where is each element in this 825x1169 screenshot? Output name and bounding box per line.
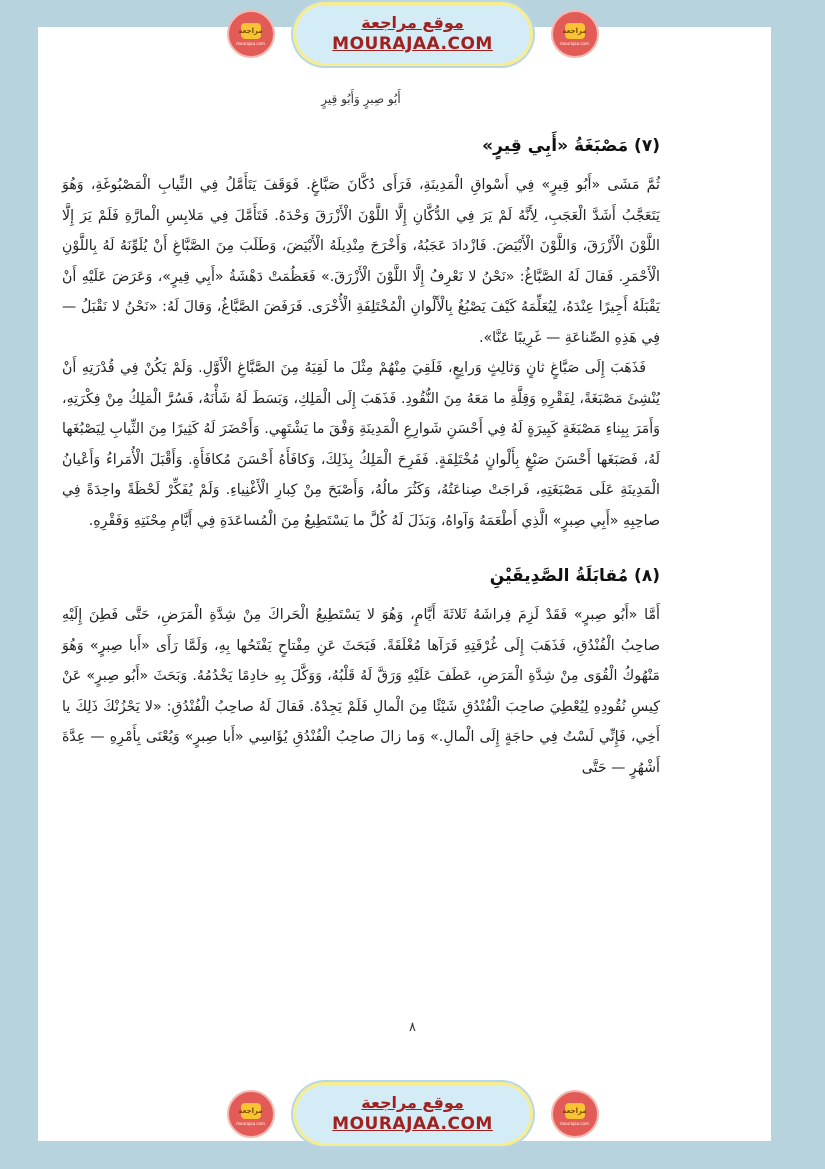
logo-icon: مراجعة [565,1103,585,1119]
logo-caption: mourajaa.com [560,40,589,46]
running-head: أَبُو صِبرٍ وَأَبُو قِيرٍ [321,92,401,106]
site-banner-bottom[interactable] [227,1082,599,1146]
site-name-english[interactable]: MOURAJAA.COM [332,1114,493,1134]
section-heading-7: (٧) مَصْبَغَةُ «أَبِي قِيرٍ» [482,136,660,156]
site-logo-badge-right [551,1090,599,1138]
site-name-english[interactable]: MOURAJAA.COM [332,34,493,54]
page-number: ٨ [409,1020,416,1035]
paragraph: أَمَّا «أَبُو صِبرٍ» فَقَدْ لَزِمَ فِراشَهُ ثَلاثَةَ أَيَّامٍ، وَهُوَ لا يَسْتَطِيعُ الْحَراكَ مِنْ شِدَّةِ الْمَرَضِ، حَتَّى فَطِنَ إِلَيْهِ صاحِبُ الْفُنْدُقِ، فَذَهَبَ إِلَى غُرْفَتِهِ فَرَآها مُغْلَقَةً. فَبَحَثَ عَنِ مِفْتاحٍ يَفْتَحُها بِهِ، وَلَمَّا رَأَى «أَبا صِبرٍ» وَهُوَ مَنْهُوكُ الْقُوَى مِنْ شِدَّةِ الْمَرَضِ، عَطَفَ عَلَيْهِ وَرَقَّ لَهُ قَلْبُهُ، وَوَكَّلَ بِهِ خادِمًا يَخْدُمُهُ. وَبَحَثَ «أَبُو صِبرٍ» عَنْ كِيسِ نُقُودِهِ لِيُعْطِيَ صاحِبَ الْفُنْدُقِ شَيْئًا مِنَ الْمالِ فَلَمْ يَجِدْهُ. فَقالَ لَهُ صاحِبُ الْفُنْدُقِ: «لا يَحْزُنْكَ ذَلِكَ يا أَخِي، فَإِنِّي لَسْتُ فِي حاجَةٍ إِلَى الْمالِ.» وَما زالَ صاحِبُ الْفُنْدُقِ يُؤَاسِي «أَبا صِبرٍ» وَيُعْنَى بِأَمْرِهِ — عِدَّةَ أَشْهُرٍ — حَتَّى [62,607,660,776]
site-name-pill[interactable] [293,2,533,66]
site-name-arabic[interactable]: موقع مراجعة [361,13,464,32]
paragraph: ثُمَّ مَشَى «أَبُو قِيرٍ» فِي أَسْواقِ الْمَدِينَةِ، فَرَأَى دُكَّانَ صَبَّاغٍ. فَوَقَفَ يَتَأَمَّلُ فِي الثِّيابِ الْمَصْبُوغَةِ، وَهُوَ يَتَعَجَّبُ أَشَدَّ الْعَجَبِ، لِأَنَّهُ لَمْ يَرَ فِي الدُّكَّانِ إِلَّا اللَّوْنَ الْأَزْرَقَ وَحْدَهُ. فَتَأَمَّلَ فِي مَلابِسِ الْمارَّةِ فَلَمْ يَرَ إِلَّا اللَّوْنَ الْأَزْرَقَ، وَاللَّوْنَ الْأَبْيَضَ. فَازْدادَ عَجَبُهُ، وَأَخْرَجَ مِنْدِيلَهُ الْأَبْيَضَ، وَطَلَبَ مِنَ الصَّبَّاغِ أَنْ يُلَوِّنَهُ لَهُ بِاللَّوْنِ الْأَحْمَرِ. فَقالَ لَهُ الصَّبَّاغُ: «نَحْنُ لا نَعْرِفُ إِلَّا اللَّوْنَ الْأَزْرَقَ.» فَعَظُمَتْ دَهْشَةُ «أَبِي قِيرٍ»، وَعَرَضَ عَلَيْهِ أَنْ يَقْبَلَهُ أَجِيرًا عِنْدَهُ، لِيُعَلِّمَهُ كَيْفَ يَصْبُغُ بِالْأَلْوانِ الْمُخْتَلِفَةِ الْأُخْرَى. فَرَفَضَ الصَّبَّاغُ، وَقالَ لَهُ: «نَحْنُ لا نَقْبَلُ — فِي هَذِهِ الصِّناعَةِ — غَرِيبًا عَنَّا». [62,177,660,346]
logo-icon: مراجعة [565,23,585,39]
logo-icon: مراجعة [241,1103,261,1119]
site-banner-top[interactable] [227,2,599,66]
logo-caption: mourajaa.com [236,40,265,46]
site-name-arabic[interactable]: موقع مراجعة [361,1093,464,1112]
logo-caption: mourajaa.com [560,1120,589,1126]
document-body [62,88,660,783]
site-logo-badge-left [227,1090,275,1138]
paragraph: فَذَهَبَ إِلَى صَبَّاغٍ ثانٍ وَثالِثٍ وَرابِعٍ، فَلَقِيَ مِنْهُمْ مِثْلَ ما لَقِيَهُ مِنَ الصَّبَّاغِ الْأَوَّلِ. وَلَمْ يَكُنْ فِي قُدْرَتِهِ أَنْ يُنْشِئَ مَصْبَغَةً، لِفَقْرِهِ وَقِلَّةِ ما مَعَهُ مِنَ النُّقُودِ. فَذَهَبَ إِلَى الْمَلِكِ، وَبَسَطَ لَهُ شَأْنَهُ، فَسُرَّ الْمَلِكُ مِنْ فِكْرَتِهِ، وَأَمَرَ بِبِناءِ مَصْبَغَةٍ كَبِيرَةٍ لَهُ فِي أَحْسَنِ شَوارِعِ الْمَدِينَةِ وَفْقَ ما يَشْتَهِي. وَأَحْضَرَ لَهُ كَثِيرًا مِنَ الثِّيابِ لِيَصْبُغَها لَهُ، فَصَبَغَها أَحْسَنَ صَبْغٍ بِأَلْوانٍ مُخْتَلِفَةٍ. فَفَرِحَ الْمَلِكُ بِذَلِكَ، وَكافَأَهُ أَحْسَنَ مُكافَأَةٍ. وَأَقْبَلَ الْأُمَراءُ وَأَعْيانُ الْمَدِينَةِ عَلَى مَصْبَغَتِهِ، فَراجَتْ صِناعَتُهُ، وَكَثُرَ مالُهُ، وَأَصْبَحَ مِنْ كِبارِ الْأَغْنِياءِ. وَلَمْ يُفَكِّرْ لَحْظَةً واحِدَةً فِي صاحِبِهِ «أَبِي صِبرٍ» الَّذِي أَطْعَمَهُ وَآواهُ، وَبَذَلَ لَهُ كُلَّ ما يَسْتَطِيعُ مِنَ الْمُساعَدَةِ فِي أَيَّامِ مِحْنَتِهِ وَفَقْرِهِ. [62,360,660,529]
site-logo-badge-left [227,10,275,58]
site-name-pill[interactable] [293,1082,533,1146]
site-logo-badge-right [551,10,599,58]
section-heading-8: (٨) مُقابَلَةُ الصَّدِيقَيْنِ [489,566,660,586]
logo-icon: مراجعة [241,23,261,39]
logo-caption: mourajaa.com [236,1120,265,1126]
